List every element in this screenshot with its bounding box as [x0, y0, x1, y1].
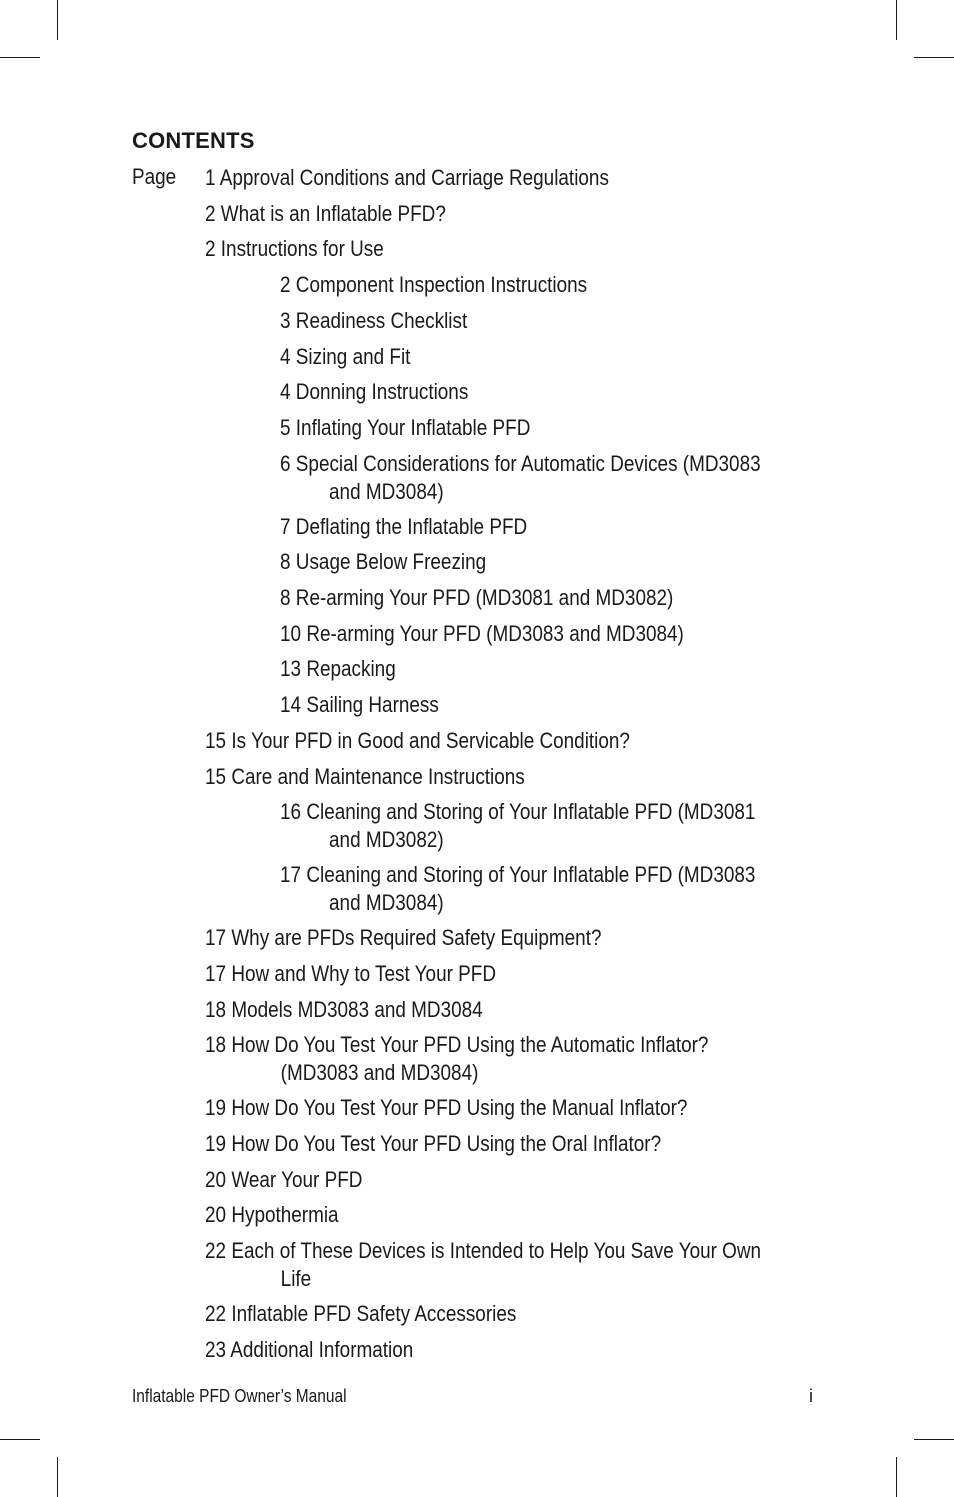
toc-entry-line — [280, 271, 587, 299]
toc-entry-title: Why are PFDs Required Safety Equipment? — [231, 925, 602, 951]
toc-entry-page: 2 — [205, 200, 216, 226]
crop-mark-top-right-vertical — [896, 0, 897, 40]
toc-entry-page: 2 — [280, 272, 291, 298]
toc-entry-line — [205, 1031, 708, 1059]
toc-entry[interactable] — [205, 763, 525, 791]
toc-entry-title: Wear Your PFD — [231, 1166, 363, 1192]
toc-entry-title: Models MD3083 and MD3084 — [231, 996, 483, 1022]
toc-entry-line — [205, 924, 601, 952]
toc-entry-title: Additional Information — [230, 1336, 414, 1362]
toc-entry-line — [280, 798, 755, 826]
toc-entry-page: 5 — [280, 414, 291, 440]
toc-entry[interactable] — [280, 691, 439, 719]
toc-entry-page: 19 — [205, 1131, 227, 1156]
toc-entry-page: 18 — [205, 996, 227, 1022]
toc-entry-line — [280, 691, 439, 719]
toc-entry-line — [205, 235, 384, 263]
toc-entry[interactable] — [205, 1130, 661, 1158]
toc-entry-title: Cleaning and Storing of Your Inflatable PFD (MD3081 — [306, 799, 756, 825]
toc-entry-line — [205, 200, 446, 228]
toc-entry[interactable] — [205, 960, 496, 988]
crop-mark-bottom-right-horizontal — [914, 1439, 954, 1440]
toc-entry-line — [205, 763, 525, 791]
toc-entry-title-continuation: and MD3082) — [329, 827, 444, 853]
toc-entry-page: 2 — [205, 236, 216, 262]
crop-mark-bottom-left-horizontal — [0, 1439, 40, 1440]
toc-entry[interactable] — [280, 450, 761, 506]
toc-entry-line — [205, 1201, 339, 1229]
toc-entry-title: Cleaning and Storing of Your Inflatable PFD (MD3083 — [306, 862, 756, 888]
toc-entry-line — [280, 655, 396, 683]
toc-entry[interactable] — [280, 378, 468, 406]
toc-entry-page: 8 — [280, 549, 291, 575]
toc-entry-title: What is an Inflatable PFD? — [220, 200, 446, 226]
crop-mark-top-left-horizontal — [0, 57, 40, 58]
toc-entry-title: Re-arming Your PFD (MD3083 and MD3084) — [306, 620, 684, 646]
toc-entry-page: 16 — [280, 799, 302, 825]
toc-entry-page: 19 — [205, 1095, 227, 1121]
toc-entry-title: How Do You Test Your PFD Using the Manual Inflator? — [231, 1095, 688, 1121]
toc-entry-page: 3 — [280, 307, 291, 333]
toc-entry[interactable] — [280, 307, 467, 335]
toc-entry[interactable] — [205, 1201, 339, 1229]
toc-entry-line — [205, 1300, 516, 1328]
toc-entry-line — [280, 307, 467, 335]
toc-entry-line — [205, 164, 609, 192]
toc-entry-title: Re-arming Your PFD (MD3081 and MD3082) — [295, 585, 674, 610]
toc-entry[interactable] — [205, 996, 483, 1024]
toc-entry-page: 22 — [205, 1301, 227, 1327]
toc-entry-page: 10 — [280, 620, 302, 646]
toc-entry-title: Special Considerations for Automatic Devices (MD3083 — [295, 450, 761, 476]
toc-entry-title: Donning Instructions — [295, 379, 469, 405]
toc-entry-title: Deflating the Inflatable PFD — [295, 513, 528, 539]
toc-entry-line — [205, 1336, 413, 1364]
toc-entry-title: Care and Maintenance Instructions — [231, 763, 525, 789]
toc-entry-title: Inflatable PFD Safety Accessories — [231, 1301, 517, 1327]
toc-entry-title-continuation: and MD3084) — [329, 478, 444, 504]
contents-heading: CONTENTS — [132, 128, 255, 153]
toc-entry-line — [280, 861, 755, 889]
toc-entry[interactable] — [205, 200, 446, 228]
toc-entry[interactable] — [280, 271, 587, 299]
toc-entry[interactable] — [205, 235, 384, 263]
toc-entry-line — [280, 378, 468, 406]
toc-entry-title: Readiness Checklist — [295, 307, 468, 333]
toc-entry-line — [205, 960, 496, 988]
toc-entry[interactable] — [205, 727, 630, 755]
toc-entry-page: 15 — [205, 727, 227, 753]
toc-entry-title: Instructions for Use — [220, 236, 384, 262]
toc-entry-line — [280, 548, 486, 576]
toc-entry-title: Repacking — [306, 656, 396, 682]
toc-entry-page: 17 — [205, 960, 227, 986]
toc-entry-page: 17 — [280, 862, 302, 888]
toc-entry-title: How Do You Test Your PFD Using the Automatic Inflator? — [231, 1032, 709, 1058]
toc-entry-page: 4 — [280, 343, 291, 369]
toc-entry-line — [280, 513, 527, 541]
toc-entry-line — [205, 996, 483, 1024]
toc-entry-line — [205, 1237, 761, 1265]
toc-entry-page: 4 — [280, 379, 291, 405]
toc-entry-page: 13 — [280, 656, 302, 682]
toc-entry-line — [280, 414, 530, 442]
toc-entry-page: 7 — [280, 513, 291, 539]
toc-entry-title: Inflating Your Inflatable PFD — [295, 414, 531, 440]
toc-entry[interactable] — [205, 164, 609, 192]
toc-entry-line — [205, 1166, 362, 1194]
toc-entry-title: Each of These Devices is Intended to Help You Save Your Own — [231, 1238, 762, 1264]
crop-mark-bottom-right-vertical — [896, 1457, 897, 1497]
toc-entry[interactable] — [205, 1031, 708, 1087]
toc-entry-page: 1 — [205, 165, 216, 190]
toc-entry-line — [205, 1130, 661, 1158]
toc-entry-title: Approval Conditions and Carriage Regulations — [219, 165, 609, 190]
toc-entry-title: How Do You Test Your PFD Using the Oral Inflator? — [231, 1131, 662, 1156]
toc-entry-line — [280, 584, 673, 612]
toc-entry-line — [280, 620, 684, 648]
toc-entry[interactable] — [205, 924, 601, 952]
footer-manual-title: Inflatable PFD Owner’s Manual — [132, 1386, 347, 1406]
toc-entry-line — [280, 450, 761, 478]
toc-entry-title-continuation: Life — [280, 1266, 312, 1292]
toc-entry-title: How and Why to Test Your PFD — [231, 960, 496, 986]
toc-entry[interactable] — [280, 513, 527, 541]
toc-entry-title: Is Your PFD in Good and Servicable Condition? — [231, 727, 630, 753]
toc-entry[interactable] — [205, 1094, 687, 1122]
toc-entry[interactable] — [280, 343, 410, 371]
toc-entry-page: 6 — [280, 450, 291, 476]
toc-entry-page: 18 — [205, 1032, 227, 1058]
toc-entry[interactable] — [280, 548, 486, 576]
toc-entry-title: Sizing and Fit — [295, 343, 411, 369]
toc-entry[interactable] — [280, 584, 673, 612]
toc-entry-page: 20 — [205, 1166, 227, 1192]
toc-entry-title-continuation: (MD3083 and MD3084) — [280, 1060, 479, 1086]
toc-entry[interactable] — [205, 1336, 413, 1364]
toc-entry-line — [205, 1094, 687, 1122]
toc-entry[interactable] — [280, 620, 684, 648]
toc-entry[interactable] — [280, 798, 755, 854]
toc-entry-page: 15 — [205, 763, 227, 789]
toc-entry-page: 20 — [205, 1202, 227, 1228]
toc-entry[interactable] — [280, 861, 755, 917]
toc-entry[interactable] — [280, 414, 530, 442]
toc-entry-title-continuation: and MD3084) — [329, 890, 444, 916]
toc-entry-title: Usage Below Freezing — [295, 549, 487, 575]
crop-mark-bottom-left-vertical — [57, 1457, 58, 1497]
crop-mark-top-left-vertical — [57, 0, 58, 40]
toc-entry-line — [205, 727, 630, 755]
toc-entry-line — [280, 343, 410, 371]
toc-entry-page: 8 — [280, 585, 291, 610]
toc-entry[interactable] — [205, 1300, 516, 1328]
toc-entry-page: 17 — [205, 925, 227, 951]
crop-mark-top-right-horizontal — [914, 57, 954, 58]
toc-entry[interactable] — [205, 1166, 362, 1194]
toc-entry-title: Hypothermia — [231, 1202, 339, 1228]
footer-page-number: i — [809, 1386, 813, 1406]
toc-entry[interactable] — [280, 655, 396, 683]
toc-entry-title: Sailing Harness — [306, 692, 439, 718]
toc-entry-page: 22 — [205, 1238, 227, 1264]
toc-entry-title: Component Inspection Instructions — [295, 272, 588, 298]
page-column-label: Page — [132, 164, 177, 189]
toc-entry-page: 14 — [280, 692, 302, 718]
toc-entry-page: 23 — [205, 1336, 227, 1362]
toc-entry[interactable] — [205, 1237, 761, 1293]
